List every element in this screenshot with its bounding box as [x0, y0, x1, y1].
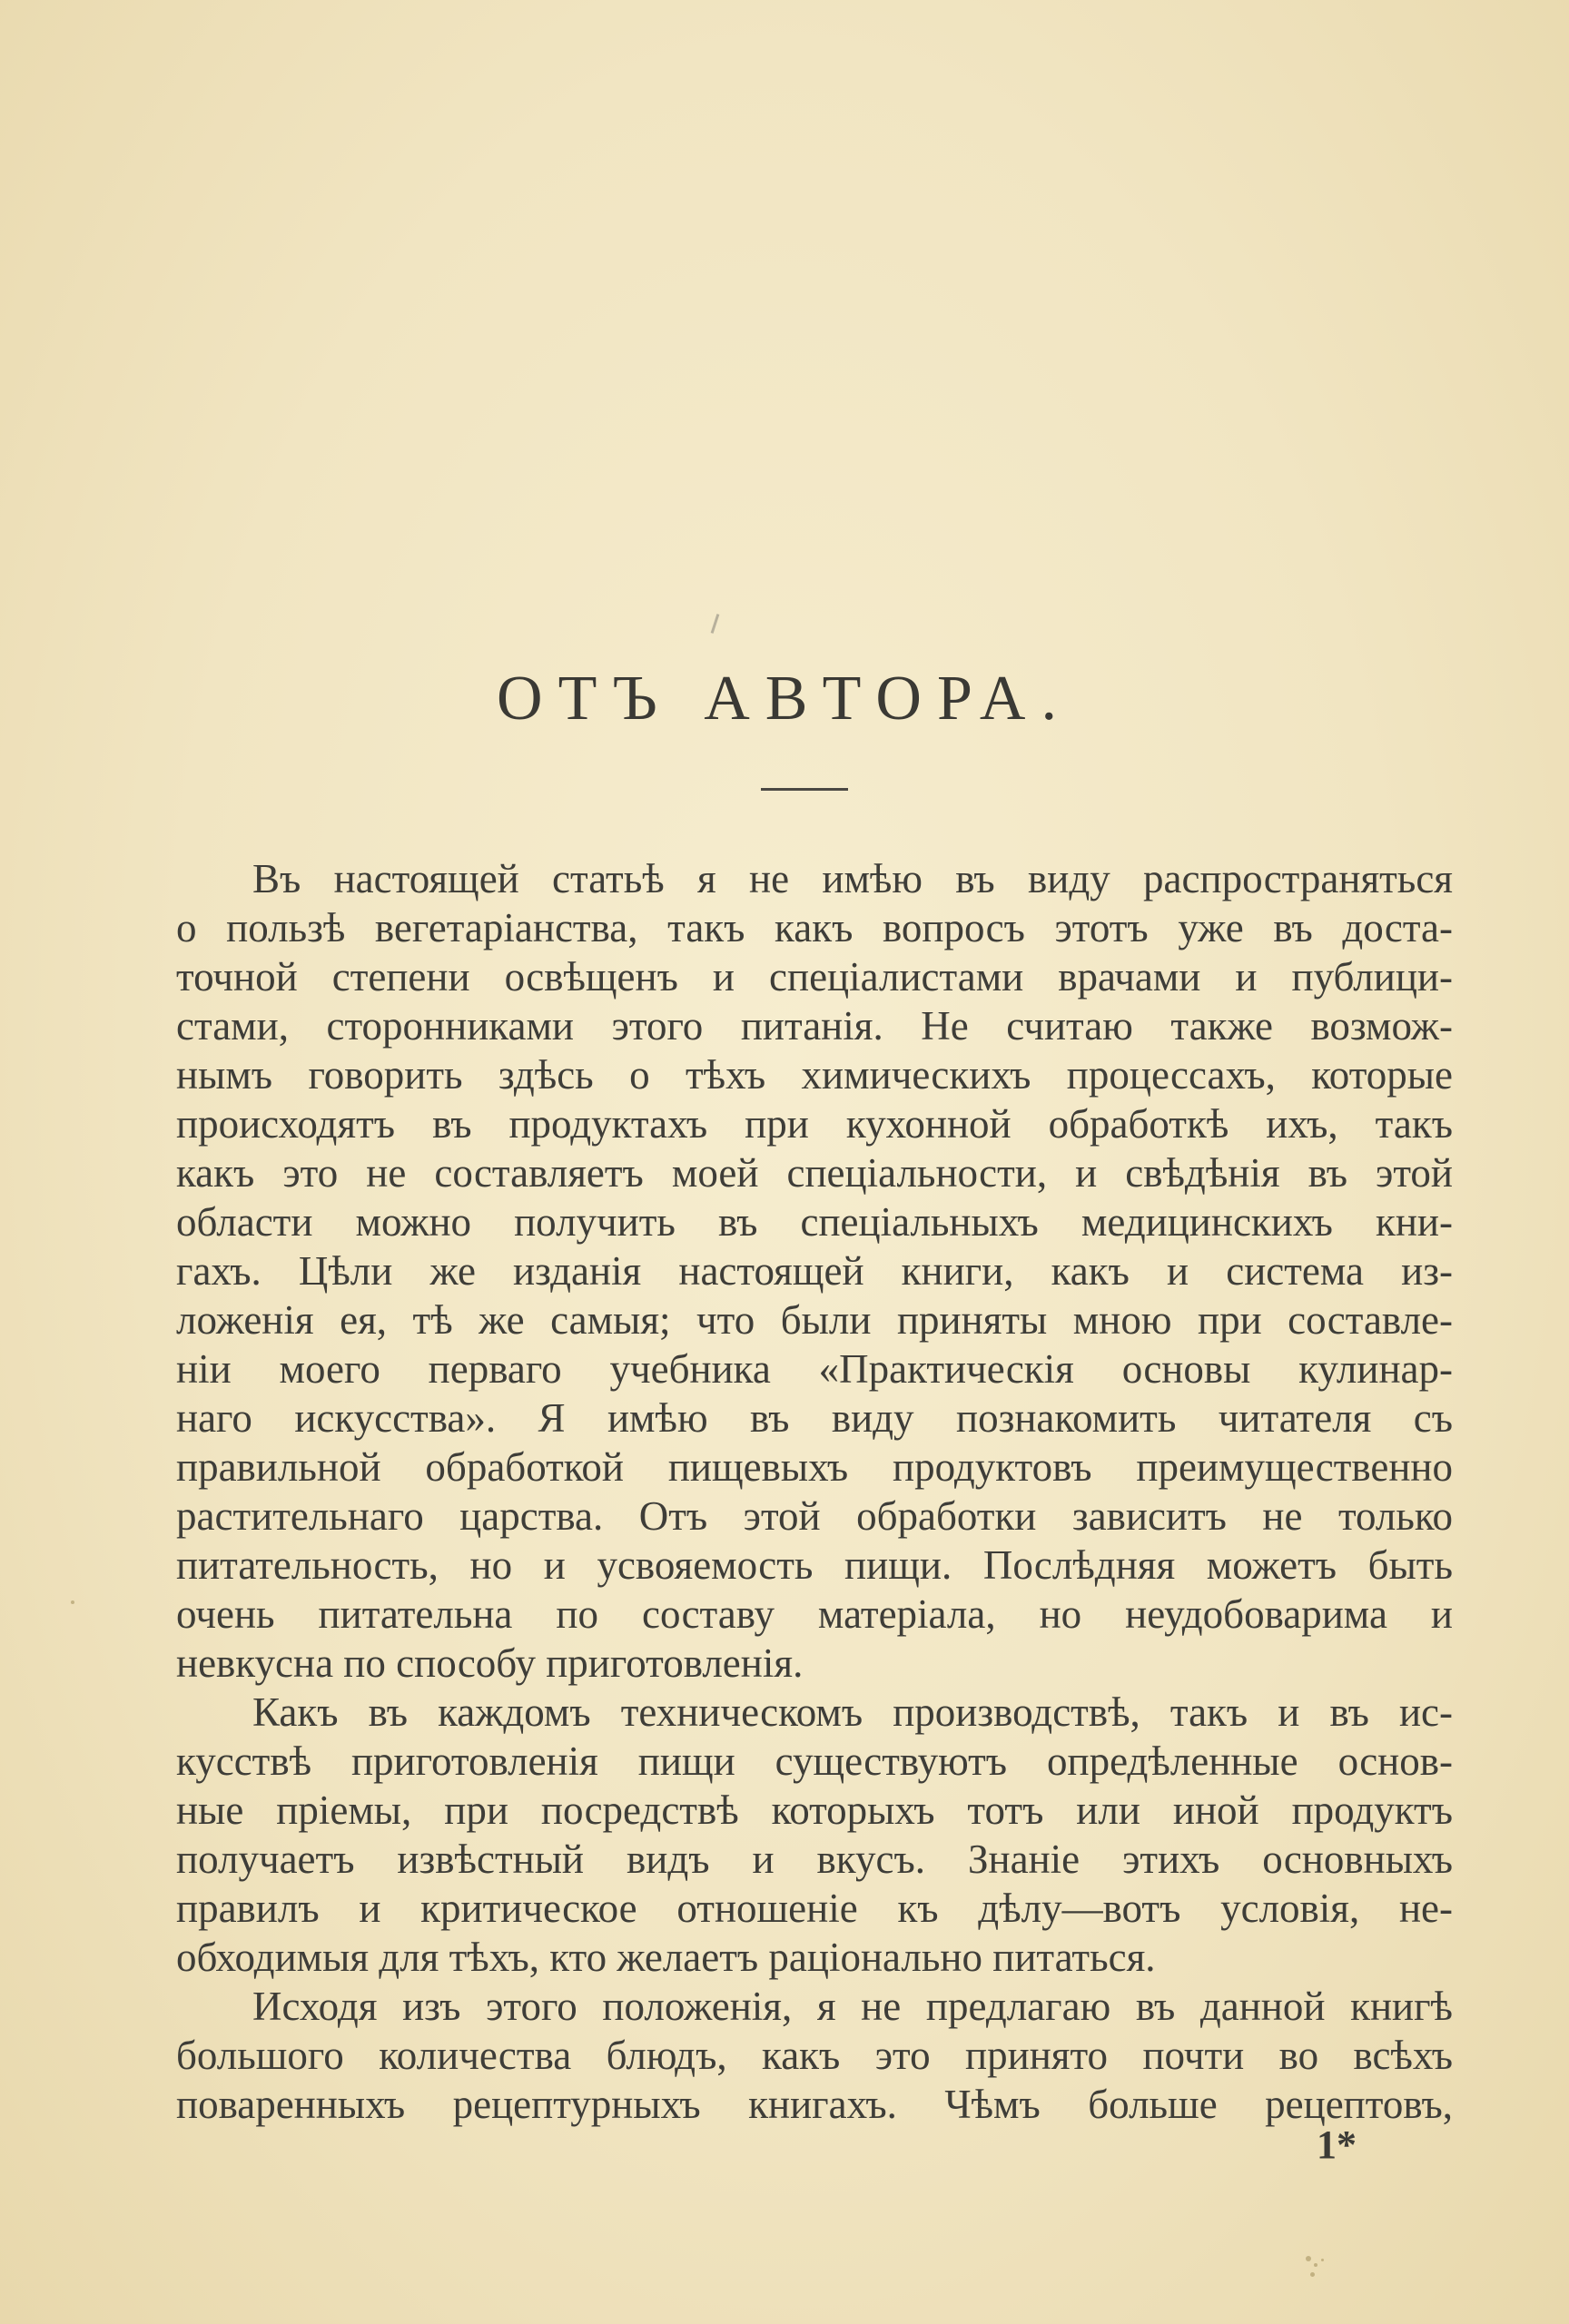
text-line: питательность, но и усвояемость пищи. Послѣдняя можетъ быть	[176, 1542, 1453, 1588]
paper-speck	[1306, 2256, 1311, 2261]
text-line: Какъ въ каждомъ техническомъ производствѣ, такъ и въ ис-	[252, 1689, 1453, 1735]
text-line: невкусна по способу приготовленія.	[176, 1640, 804, 1686]
text-line: происходятъ въ продуктахъ при кухонной обработкѣ ихъ, такъ	[176, 1101, 1453, 1147]
text-line: нымъ говорить здѣсь о тѣхъ химическихъ процессахъ, которые	[176, 1052, 1453, 1098]
page-title: ОТЪ АВТОРА.	[497, 664, 1072, 734]
text-line: гахъ. Цѣли же изданія настоящей книги, какъ и система из-	[176, 1248, 1453, 1294]
text-line: поваренныхъ рецептурныхъ книгахъ. Чѣмъ больше рецептовъ,	[176, 2082, 1453, 2127]
text-line: наго искусства». Я имѣю въ виду познакомить читателя съ	[176, 1395, 1453, 1441]
title-divider	[761, 788, 848, 791]
text-line: Въ настоящей статьѣ я не имѣю въ виду распространяться	[252, 856, 1453, 901]
paper-speck	[1321, 2259, 1324, 2261]
page-signature: 1*	[1317, 2122, 1357, 2167]
text-line: стами, сторонниками этого питанія. Не считаю также возмож-	[176, 1003, 1453, 1049]
text-line: точной степени освѣщенъ и спеціалистами врачами и публици-	[176, 954, 1453, 1000]
text-line: очень питательна по составу матеріала, но неудобоварима и	[176, 1591, 1453, 1637]
text-line: правильной обработкой пищевыхъ продуктовъ преимущественно	[176, 1444, 1453, 1490]
text-line: области можно получить въ спеціальныхъ медицинскихъ кни-	[176, 1199, 1453, 1245]
text-line: ніи моего перваго учебника «Практическія основы кулинар-	[176, 1346, 1453, 1392]
paper-speck	[1314, 2263, 1317, 2267]
ink-mark	[711, 614, 720, 634]
text-line: большого количества блюдъ, какъ это принято почти во всѣхъ	[176, 2033, 1453, 2078]
text-line: о пользѣ вегетаріанства, такъ какъ вопросъ этотъ уже въ доста-	[176, 905, 1453, 950]
text-line: ложенія ея, тѣ же самыя; что были приняты мною при составле-	[176, 1297, 1453, 1343]
text-line: правилъ и критическое отношеніе къ дѣлу—вотъ условія, не-	[176, 1886, 1453, 1931]
text-line: обходимыя для тѣхъ, кто желаетъ раціонально питаться.	[176, 1935, 1156, 1980]
text-line: ные пріемы, при посредствѣ которыхъ тотъ или иной продуктъ	[176, 1787, 1453, 1833]
paper-speck	[71, 1600, 74, 1604]
text-line: растительнаго царства. Отъ этой обработки зависитъ не только	[176, 1493, 1453, 1539]
text-line: получаетъ извѣстный видъ и вкусъ. Знаніе этихъ основныхъ	[176, 1837, 1453, 1882]
text-line: Исходя изъ этого положенія, я не предлагаю въ данной книгѣ	[252, 1984, 1453, 2029]
text-line: кусствѣ приготовленія пищи существуютъ опредѣленные основ-	[176, 1738, 1453, 1784]
body-text	[176, 854, 1453, 2129]
paper-speck	[1310, 2272, 1315, 2277]
text-line: какъ это не составляетъ моей спеціальности, и свѣдѣнія въ этой	[176, 1150, 1453, 1196]
